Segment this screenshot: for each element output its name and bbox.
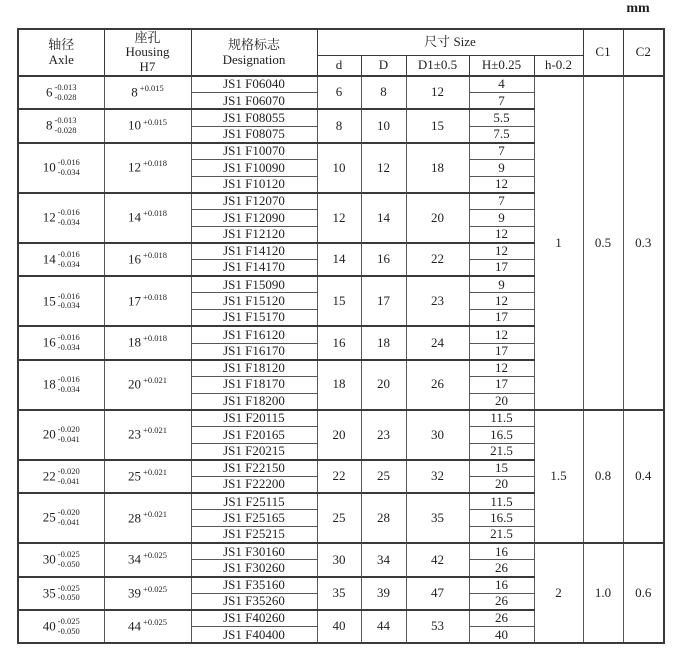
housing-cell-nominal: 23 [128, 426, 142, 442]
housing-cell [104, 76, 191, 109]
designation-cell: JS1 F12090 [191, 210, 317, 227]
size-H-cell: 15 [469, 460, 534, 477]
size-d-cell: 40 [317, 610, 361, 643]
housing-cell-nominal: 44 [128, 618, 142, 634]
size-h-cell: 2 [534, 543, 583, 643]
header-size-en: Size [453, 33, 476, 49]
spec-table [17, 28, 665, 644]
housing-cell-tolerance [143, 118, 167, 128]
size-H-cell: 12 [469, 326, 534, 343]
designation-cell: JS1 F15120 [191, 293, 317, 310]
designation-cell: JS1 F20165 [191, 426, 317, 443]
size-D-cell: 16 [361, 243, 406, 276]
housing-cell-tolerance-upper: +0.018 [143, 333, 167, 344]
c1-cell: 0.5 [583, 76, 623, 410]
housing-cell-tolerance-upper: +0.018 [143, 291, 167, 302]
axle-cell-tolerance-upper: -0.020 [57, 465, 80, 476]
axle-cell-nominal: 40 [42, 618, 56, 634]
designation-cell: JS1 F18120 [191, 360, 317, 377]
housing-cell-tolerance [143, 334, 167, 344]
size-H-cell: 16.5 [469, 510, 534, 527]
header-housing [104, 29, 191, 76]
size-H-cell: 40 [469, 627, 534, 644]
axle-cell [18, 610, 104, 643]
size-H-cell: 16 [469, 543, 534, 560]
size-H-cell: 12 [469, 226, 534, 243]
size-D-cell: 17 [361, 276, 406, 326]
axle-cell-tolerance-upper: -0.020 [57, 507, 80, 518]
designation-cell: JS1 F18200 [191, 393, 317, 410]
size-H-cell: 20 [469, 393, 534, 410]
size-D1-cell: 23 [406, 276, 469, 326]
header-housing-zh: 座孔 [134, 29, 161, 45]
housing-cell [104, 326, 191, 359]
designation-cell: JS1 F08075 [191, 126, 317, 143]
axle-cell [18, 577, 104, 610]
axle-cell [18, 76, 104, 109]
housing-cell-nominal: 20 [128, 376, 142, 392]
housing-cell-tolerance [143, 468, 167, 478]
housing-cell-tolerance [143, 551, 167, 561]
axle-cell-nominal: 10 [42, 159, 56, 175]
housing-cell-nominal: 18 [128, 335, 142, 351]
size-H-cell: 11.5 [469, 493, 534, 510]
housing-cell [104, 276, 191, 326]
housing-cell-nominal: 12 [128, 159, 142, 175]
designation-cell: JS1 F15170 [191, 310, 317, 327]
designation-cell: JS1 F10070 [191, 143, 317, 160]
designation-cell: JS1 F16170 [191, 343, 317, 360]
size-H-cell: 5.5 [469, 109, 534, 126]
size-H-cell: 11.5 [469, 410, 534, 427]
housing-cell-tolerance [143, 618, 167, 628]
header-D1: D1±0.5 [406, 55, 469, 76]
size-D-cell: 28 [361, 493, 406, 543]
size-H-cell: 9 [469, 159, 534, 176]
header-designation [191, 29, 317, 76]
designation-cell: JS1 F25165 [191, 510, 317, 527]
axle-cell-tolerance-lower: -0.028 [54, 91, 77, 102]
header-c2: C2 [623, 29, 664, 76]
axle-cell-nominal: 22 [42, 468, 56, 484]
size-d-cell: 16 [317, 326, 361, 359]
header-housing-fit: H7 [139, 58, 156, 74]
designation-cell: JS1 F16120 [191, 326, 317, 343]
size-D1-cell: 30 [406, 410, 469, 460]
size-H-cell: 7 [469, 93, 534, 110]
size-d-cell: 6 [317, 76, 361, 109]
housing-cell [104, 360, 191, 410]
axle-cell-tolerance [58, 158, 80, 178]
axle-cell-tolerance-lower: -0.034 [57, 342, 80, 352]
axle-cell [18, 410, 104, 460]
axle-cell-tolerance-upper: -0.016 [57, 248, 80, 259]
table-row [18, 410, 664, 427]
size-D1-cell: 18 [406, 143, 469, 193]
designation-cell: JS1 F20115 [191, 410, 317, 427]
designation-cell: JS1 F15090 [191, 276, 317, 293]
designation-cell: JS1 F25115 [191, 493, 317, 510]
axle-cell-tolerance-lower: -0.050 [57, 592, 80, 603]
axle-cell-tolerance-lower: -0.041 [57, 475, 80, 486]
axle-cell [18, 543, 104, 576]
housing-cell-tolerance-upper: +0.021 [143, 508, 167, 519]
housing-cell [104, 410, 191, 460]
size-D-cell: 10 [361, 109, 406, 142]
size-D1-cell: 35 [406, 493, 469, 543]
size-H-cell: 12 [469, 176, 534, 193]
header-housing-en: Housing [125, 44, 170, 60]
axle-cell-tolerance [58, 208, 80, 228]
designation-cell: JS1 F06070 [191, 93, 317, 110]
axle-cell [18, 493, 104, 543]
designation-cell: JS1 F12070 [191, 193, 317, 210]
designation-cell: JS1 F14170 [191, 260, 317, 277]
size-H-cell: 16.5 [469, 426, 534, 443]
size-d-cell: 25 [317, 493, 361, 543]
axle-cell-tolerance-lower: -0.034 [57, 300, 80, 311]
header-axle-en: Axle [48, 51, 74, 67]
axle-cell-tolerance [58, 292, 80, 312]
axle-cell-nominal: 20 [42, 426, 56, 442]
housing-cell-tolerance-upper: +0.018 [143, 158, 167, 169]
housing-cell-tolerance-upper: +0.015 [143, 116, 167, 127]
housing-cell [104, 243, 191, 276]
designation-cell: JS1 F22200 [191, 477, 317, 494]
size-D1-cell: 12 [406, 76, 469, 109]
size-D1-cell: 53 [406, 610, 469, 643]
header-designation-zh: 规格标志 [227, 36, 280, 52]
size-d-cell: 15 [317, 276, 361, 326]
size-H-cell: 20 [469, 477, 534, 494]
size-H-cell: 9 [469, 210, 534, 227]
size-H-cell: 9 [469, 276, 534, 293]
axle-cell-tolerance-lower: -0.050 [57, 558, 80, 569]
designation-cell: JS1 F06040 [191, 76, 317, 93]
size-D1-cell: 26 [406, 360, 469, 410]
axle-cell-nominal: 15 [42, 293, 56, 308]
axle-cell-nominal: 6 [46, 84, 53, 100]
axle-cell-tolerance-upper: -0.025 [57, 549, 80, 560]
size-D-cell: 25 [361, 460, 406, 493]
designation-cell: JS1 F14120 [191, 243, 317, 260]
housing-cell [104, 143, 191, 193]
size-D-cell: 12 [361, 143, 406, 193]
axle-cell-nominal: 35 [42, 585, 56, 601]
axle-cell [18, 193, 104, 243]
housing-cell [104, 460, 191, 493]
axle-cell-tolerance-lower: -0.028 [54, 125, 77, 136]
dimension-table [17, 28, 665, 644]
housing-cell [104, 109, 191, 142]
designation-cell: JS1 F20215 [191, 443, 317, 460]
size-H-cell: 26 [469, 593, 534, 610]
size-d-cell: 10 [317, 143, 361, 193]
designation-cell: JS1 F30160 [191, 543, 317, 560]
header-size [317, 29, 583, 55]
size-h-cell: 1 [534, 76, 583, 410]
size-H-cell: 17 [469, 343, 534, 360]
axle-cell-nominal: 12 [42, 209, 56, 225]
designation-cell: JS1 F40400 [191, 627, 317, 644]
housing-cell-tolerance [140, 84, 164, 94]
header-c1: C1 [583, 29, 623, 76]
size-H-cell: 7 [469, 143, 534, 160]
size-H-cell: 16 [469, 577, 534, 594]
designation-cell: JS1 F25215 [191, 527, 317, 544]
size-D1-cell: 20 [406, 193, 469, 243]
axle-cell-tolerance-upper: -0.025 [57, 615, 80, 626]
axle-cell-tolerance-lower: -0.050 [57, 625, 80, 636]
axle-cell-tolerance-lower: -0.034 [57, 166, 80, 177]
axle-cell-tolerance-upper: -0.020 [57, 424, 80, 435]
size-H-cell: 7.5 [469, 126, 534, 143]
designation-cell: JS1 F35160 [191, 577, 317, 594]
axle-cell-tolerance [58, 584, 80, 604]
size-H-cell: 4 [469, 76, 534, 93]
housing-cell-tolerance [143, 426, 167, 436]
size-d-cell: 20 [317, 410, 361, 460]
size-D-cell: 18 [361, 326, 406, 359]
c2-cell: 0.3 [623, 76, 664, 410]
size-H-cell: 12 [469, 243, 534, 260]
axle-cell-tolerance-upper: -0.016 [57, 290, 80, 301]
designation-cell: JS1 F08055 [191, 109, 317, 126]
unit-label: mm [626, 1, 650, 16]
axle-cell-nominal: 8 [46, 117, 53, 133]
size-H-cell: 17 [469, 376, 534, 393]
size-D1-cell: 22 [406, 243, 469, 276]
size-H-cell: 12 [469, 360, 534, 377]
axle-cell [18, 276, 104, 326]
header-axle [18, 29, 104, 76]
c1-cell: 1.0 [583, 543, 623, 643]
housing-cell [104, 577, 191, 610]
housing-cell-nominal: 16 [128, 251, 142, 267]
axle-cell-tolerance-lower: -0.034 [57, 216, 80, 227]
housing-cell-nominal: 17 [128, 293, 142, 309]
housing-cell-tolerance-upper: +0.025 [143, 550, 167, 561]
axle-cell-tolerance [58, 617, 80, 637]
axle-cell-nominal: 25 [42, 509, 56, 525]
axle-cell-tolerance-lower: -0.034 [57, 258, 80, 269]
size-h-cell: 1.5 [534, 410, 583, 544]
axle-cell-nominal: 30 [42, 551, 56, 567]
size-d-cell: 14 [317, 243, 361, 276]
housing-cell [104, 610, 191, 643]
housing-cell [104, 493, 191, 543]
axle-cell-nominal: 16 [42, 334, 56, 350]
axle-cell-tolerance-upper: -0.016 [57, 157, 80, 168]
housing-cell-tolerance [143, 510, 167, 520]
size-d-cell: 12 [317, 193, 361, 243]
axle-cell-tolerance-upper: -0.016 [57, 332, 80, 343]
housing-cell-tolerance [143, 159, 167, 169]
size-H-cell: 7 [469, 193, 534, 210]
size-H-cell: 17 [469, 310, 534, 327]
axle-cell-tolerance-upper: -0.016 [57, 207, 80, 218]
housing-cell-tolerance-upper: +0.015 [139, 83, 164, 94]
housing-cell-nominal: 10 [128, 118, 142, 134]
designation-cell: JS1 F10090 [191, 159, 317, 176]
size-D-cell: 23 [361, 410, 406, 460]
size-D-cell: 39 [361, 577, 406, 610]
size-D1-cell: 15 [406, 109, 469, 142]
axle-cell-tolerance-lower: -0.041 [57, 433, 80, 444]
housing-cell-nominal: 8 [131, 84, 138, 100]
size-H-cell: 17 [469, 260, 534, 277]
header-H: H±0.25 [469, 55, 534, 76]
axle-cell [18, 460, 104, 493]
axle-cell-tolerance-upper: -0.025 [57, 582, 80, 593]
housing-cell-nominal: 28 [128, 510, 142, 526]
housing-cell-tolerance [143, 209, 167, 219]
size-d-cell: 30 [317, 543, 361, 576]
size-D-cell: 34 [361, 543, 406, 576]
axle-cell-tolerance [58, 375, 80, 395]
size-H-cell: 21.5 [469, 527, 534, 544]
c2-cell: 0.4 [623, 410, 664, 544]
header-designation-en: Designation [222, 51, 286, 67]
axle-cell-tolerance [58, 508, 80, 528]
axle-cell-tolerance-upper: -0.013 [54, 81, 77, 92]
axle-cell [18, 243, 104, 276]
header-size-zh: 尺寸 [424, 33, 451, 49]
c1-cell: 0.8 [583, 410, 623, 544]
designation-cell: JS1 F10120 [191, 176, 317, 193]
designation-cell: JS1 F40260 [191, 610, 317, 627]
housing-cell-tolerance-upper: +0.021 [143, 375, 167, 386]
size-D-cell: 44 [361, 610, 406, 643]
axle-cell-tolerance [58, 425, 80, 445]
table-row [18, 76, 664, 93]
axle-cell-tolerance-upper: -0.013 [54, 115, 77, 126]
size-D1-cell: 47 [406, 577, 469, 610]
size-d-cell: 8 [317, 109, 361, 142]
table-row [18, 543, 664, 560]
size-d-cell: 18 [317, 360, 361, 410]
housing-cell-nominal: 34 [128, 552, 142, 568]
housing-cell-nominal: 39 [128, 585, 142, 601]
housing-cell-tolerance-upper: +0.025 [143, 617, 167, 628]
housing-cell-tolerance [143, 376, 167, 386]
c2-cell: 0.6 [623, 543, 664, 643]
housing-cell-nominal: 14 [128, 209, 142, 225]
housing-cell-tolerance-upper: +0.018 [143, 208, 167, 219]
housing-cell-nominal: 25 [128, 468, 142, 484]
designation-cell: JS1 F35260 [191, 593, 317, 610]
axle-cell-tolerance-lower: -0.041 [57, 517, 80, 528]
axle-cell-tolerance [58, 467, 80, 487]
size-H-cell: 26 [469, 560, 534, 577]
designation-cell: JS1 F30260 [191, 560, 317, 577]
size-D1-cell: 32 [406, 460, 469, 493]
housing-cell-tolerance-upper: +0.018 [143, 250, 167, 261]
header-h: h-0.2 [534, 55, 583, 76]
axle-cell-tolerance [55, 83, 77, 103]
axle-cell-nominal: 14 [42, 251, 56, 267]
axle-cell-tolerance [55, 116, 77, 136]
header-D: D [361, 55, 406, 76]
axle-cell-nominal: 18 [42, 376, 56, 392]
designation-cell: JS1 F18170 [191, 376, 317, 393]
axle-cell [18, 143, 104, 193]
axle-cell-tolerance-upper: -0.016 [57, 373, 80, 384]
housing-cell-tolerance-upper: +0.021 [143, 425, 167, 436]
housing-cell-tolerance-upper: +0.025 [143, 583, 167, 594]
header-axle-zh: 轴径 [48, 36, 75, 52]
housing-cell [104, 543, 191, 576]
housing-cell-tolerance-upper: +0.021 [143, 466, 167, 477]
header-d: d [317, 55, 361, 76]
size-H-cell: 21.5 [469, 443, 534, 460]
size-D-cell: 14 [361, 193, 406, 243]
designation-cell: JS1 F22150 [191, 460, 317, 477]
housing-cell-tolerance [143, 585, 167, 595]
axle-cell-tolerance [58, 333, 80, 353]
size-D-cell: 8 [361, 76, 406, 109]
designation-cell: JS1 F12120 [191, 226, 317, 243]
size-D1-cell: 42 [406, 543, 469, 576]
axle-cell [18, 326, 104, 359]
housing-cell-tolerance [143, 251, 167, 261]
size-H-cell: 26 [469, 610, 534, 627]
axle-cell [18, 109, 104, 142]
housing-cell [104, 193, 191, 243]
housing-cell-tolerance [143, 293, 167, 303]
axle-cell [18, 360, 104, 410]
size-H-cell: 12 [469, 293, 534, 310]
size-D-cell: 20 [361, 360, 406, 410]
axle-cell-tolerance-lower: -0.034 [57, 383, 80, 394]
axle-cell-tolerance [58, 250, 80, 270]
size-D1-cell: 24 [406, 326, 469, 359]
size-d-cell: 22 [317, 460, 361, 493]
axle-cell-tolerance [58, 550, 80, 570]
size-d-cell: 35 [317, 577, 361, 610]
